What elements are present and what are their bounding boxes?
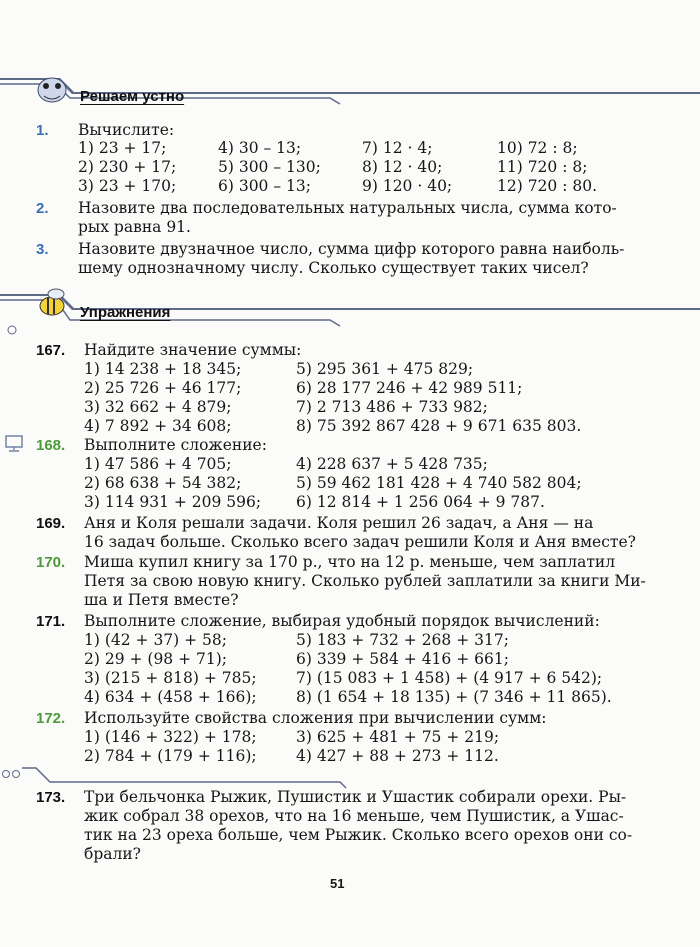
ex168-item: 4) 228 637 + 5 428 735;	[296, 455, 488, 473]
ex167-number: 167.	[36, 342, 66, 359]
section-header-oral	[0, 68, 700, 108]
ex171-intro: Выполните сложение, выбирая удобный порядок вычислений:	[84, 612, 600, 630]
margin-circle-icon	[8, 326, 16, 334]
oral-1-number: 1.	[36, 122, 49, 139]
ex173-line: Три бельчонка Рыжик, Пушистик и Ушастик собирали орехи. Ры-	[84, 788, 627, 806]
ex172-item: 2) 784 + (179 + 116);	[84, 747, 257, 765]
oral-1-item: 7) 12 · 4;	[362, 139, 433, 157]
oral-2-line: рых равна 91.	[78, 218, 191, 236]
oral-1-item: 12) 720 : 80.	[497, 177, 598, 195]
ex167-item: 7) 2 713 486 + 733 982;	[296, 398, 488, 416]
computer-icon	[4, 435, 24, 453]
oral-3-line: шему однозначному числу. Сколько существует таких чисел?	[78, 259, 589, 277]
ex171-item: 8) (1 654 + 18 135) + (7 346 + 11 865).	[296, 688, 612, 706]
ex170-line: ша и Петя вместе?	[84, 591, 239, 609]
section-title-exercises: Упражнения	[80, 304, 171, 321]
margin-circle-icon	[13, 771, 20, 778]
oral-1-item: 10) 72 : 8;	[497, 139, 578, 157]
ex171-item: 7) (15 083 + 1 458) + (4 917 + 6 542);	[296, 669, 603, 687]
oral-2-number: 2.	[36, 200, 49, 217]
ex169-line: 16 задач больше. Сколько всего задач решили Коля и Аня вместе?	[84, 533, 636, 551]
ex168-intro: Выполните сложение:	[84, 436, 267, 454]
ex171-item: 6) 339 + 584 + 416 + 661;	[296, 650, 509, 668]
oral-1-item: 9) 120 · 40;	[362, 177, 453, 195]
page-number: 51	[330, 876, 345, 891]
ex172-item: 3) 625 + 481 + 75 + 219;	[296, 728, 500, 746]
ex173-number: 173.	[36, 789, 66, 806]
ex171-item: 5) 183 + 732 + 268 + 317;	[296, 631, 509, 649]
ex167-item: 5) 295 361 + 475 829;	[296, 360, 474, 378]
ex168-item: 2) 68 638 + 54 382;	[84, 474, 242, 492]
ex170-number: 170.	[36, 554, 66, 571]
ex167-item: 6) 28 177 246 + 42 989 511;	[296, 379, 523, 397]
ex171-item: 2) 29 + (98 + 71);	[84, 650, 228, 668]
margin-circle-icon	[3, 771, 10, 778]
ex168-item: 5) 59 462 181 428 + 4 740 582 804;	[296, 474, 582, 492]
ex171-item: 1) (42 + 37) + 58;	[84, 631, 228, 649]
oral-1-item: 6) 300 – 13;	[218, 177, 311, 195]
ex173-line: тик на 23 ореха больше, чем Рыжик. Сколько всего орехов они со-	[84, 826, 633, 844]
bee-icon	[32, 286, 76, 322]
oral-1-item: 1) 23 + 17;	[78, 139, 167, 157]
section-header-exercises	[0, 286, 700, 336]
ex172-item: 4) 427 + 88 + 273 + 112.	[296, 747, 499, 765]
ex171-item: 4) 634 + (458 + 166);	[84, 688, 257, 706]
oral-1-item: 3) 23 + 170;	[78, 177, 177, 195]
ex167-item: 8) 75 392 867 428 + 9 671 635 803.	[296, 417, 582, 435]
ex168-number: 168.	[36, 437, 66, 454]
ex168-item: 1) 47 586 + 4 705;	[84, 455, 232, 473]
oral-1-item: 11) 720 : 8;	[497, 158, 588, 176]
oral-1-item: 2) 230 + 17;	[78, 158, 177, 176]
ex169-line: Аня и Коля решали задачи. Коля решил 26 задач, а Аня — на	[84, 514, 594, 532]
ex167-item: 3) 32 662 + 4 879;	[84, 398, 232, 416]
ex170-line: Петя за свою новую книгу. Сколько рублей заплатили за книги Ми-	[84, 572, 646, 590]
mascot-icon	[30, 68, 74, 108]
oral-3-line: Назовите двузначное число, сумма цифр которого равна наиболь-	[78, 240, 625, 258]
ex167-item: 1) 14 238 + 18 345;	[84, 360, 242, 378]
section-title-oral: Решаем устно	[80, 88, 185, 105]
ex173-line: брали?	[84, 845, 141, 863]
oral-1-item: 5) 300 – 130;	[218, 158, 321, 176]
ex172-intro: Используйте свойства сложения при вычислении сумм:	[84, 709, 547, 727]
oral-1-intro: Вычислите:	[78, 121, 175, 139]
oral-3-number: 3.	[36, 241, 49, 258]
ex172-item: 1) (146 + 322) + 178;	[84, 728, 257, 746]
ex170-line: Миша купил книгу за 170 р., что на 12 р. меньше, чем заплатил	[84, 553, 616, 571]
ex167-item: 2) 25 726 + 46 177;	[84, 379, 242, 397]
ex168-item: 3) 114 931 + 209 596;	[84, 493, 262, 511]
ex169-number: 169.	[36, 515, 66, 532]
ex168-item: 6) 12 814 + 1 256 064 + 9 787.	[296, 493, 545, 511]
ex171-item: 3) (215 + 818) + 785;	[84, 669, 257, 687]
oral-1-item: 4) 30 – 13;	[218, 139, 302, 157]
ex173-line: жик собрал 38 орехов, что на 16 меньше, чем Пушистик, а Ушас-	[84, 807, 624, 825]
ex167-item: 4) 7 892 + 34 608;	[84, 417, 232, 435]
ex171-number: 171.	[36, 613, 66, 630]
ex172-number: 172.	[36, 710, 66, 727]
ex167-intro: Найдите значение суммы:	[84, 341, 302, 359]
oral-1-item: 8) 12 · 40;	[362, 158, 443, 176]
oral-2-line: Назовите два последовательных натуральных числа, сумма кото-	[78, 199, 617, 217]
